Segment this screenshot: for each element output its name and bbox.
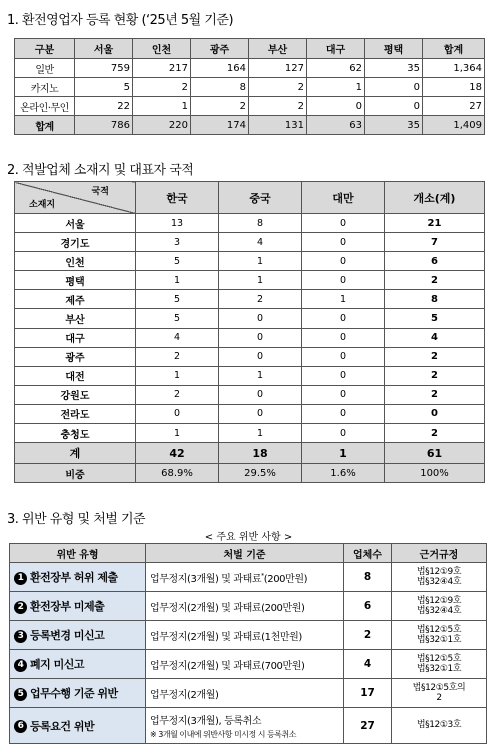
table1-cell: 2 — [191, 97, 249, 116]
table2-row — [15, 347, 485, 366]
table2-cell: 4 — [385, 328, 485, 347]
table2-header-cell: 개소(계) — [385, 182, 485, 214]
penalty-text: 업무정지(3개월) 및 과태료 — [150, 573, 262, 585]
table2-sum-row — [15, 443, 485, 464]
legal-basis-line: 법§32④4호 — [416, 606, 462, 616]
table2-cell: 0 — [302, 328, 385, 347]
table1-cell: 174 — [191, 116, 249, 135]
legal-basis-cell — [392, 679, 487, 708]
table1-row — [15, 97, 485, 116]
table1-cell: 62 — [307, 59, 365, 78]
legal-basis-cell — [392, 650, 487, 679]
table2-cell: 0 — [219, 385, 302, 404]
legal-basis-line: 법§12①5호의 — [412, 682, 466, 693]
table2-cell: 1 — [302, 290, 385, 309]
table2-row-label: 제주 — [15, 290, 136, 309]
legal-basis-line: 법§12①5호 — [416, 653, 462, 664]
table1-row-label: 합계 — [15, 116, 75, 135]
table1-row — [15, 59, 485, 78]
table1-row-label: 일반 — [15, 59, 75, 78]
table2-row-label: 비중 — [15, 464, 136, 483]
table2-cell: 1 — [136, 366, 219, 385]
violation-type-label: 업무수행 기준 위반 — [30, 687, 118, 700]
table2-cell: 0 — [302, 271, 385, 290]
table2-cell: 61 — [385, 443, 485, 464]
table2-row-label: 광주 — [15, 347, 136, 366]
table1-cell: 1 — [133, 97, 191, 116]
legal-basis-line: 법§32①1호 — [416, 635, 462, 645]
penalty-cell — [146, 708, 344, 744]
table1-header-cell: 구분 — [15, 39, 75, 59]
penalty-amount: (200만원) — [263, 573, 308, 585]
registration-status-table — [14, 38, 485, 135]
table2-row — [15, 366, 485, 385]
company-count-cell: 17 — [344, 679, 392, 708]
violation-row — [10, 621, 487, 650]
corner-label-nationality: 국적 — [91, 187, 109, 197]
table2-row-label: 경기도 — [15, 233, 136, 252]
legal-basis-line: 법§12①3호 — [416, 720, 462, 731]
table1-cell: 8 — [191, 78, 249, 97]
table2-cell: 8 — [385, 290, 485, 309]
table1-header-cell: 대구 — [307, 39, 365, 59]
table2-row-label: 강원도 — [15, 385, 136, 404]
table1-cell: 131 — [249, 116, 307, 135]
table2-cell: 1 — [136, 424, 219, 443]
violation-row — [10, 679, 487, 708]
table2-cell: 6 — [385, 252, 485, 271]
table2-row — [15, 385, 485, 404]
table2-cell: 2 — [385, 271, 485, 290]
table1-row-label: 온라인·무인 — [15, 97, 75, 116]
table2-cell: 18 — [219, 443, 302, 464]
table1-header-row — [15, 39, 485, 59]
table3-header-row — [10, 544, 487, 563]
table1-cell: 5 — [75, 78, 133, 97]
penalty-text-line — [150, 628, 343, 643]
table2-row-label: 전라도 — [15, 404, 136, 423]
table1-header-cell: 합계 — [423, 39, 485, 59]
table2-row-label: 대구 — [15, 328, 136, 347]
table2-cell: 7 — [385, 233, 485, 252]
company-count-cell: 6 — [344, 592, 392, 621]
penalty-cell — [146, 592, 344, 621]
penalty-text-line — [150, 657, 343, 672]
table1-cell: 786 — [75, 116, 133, 135]
table2-corner-cell — [15, 182, 136, 214]
table2-row-label: 평택 — [15, 271, 136, 290]
table2-cell: 2 — [385, 366, 485, 385]
table2-cell: 1 — [219, 366, 302, 385]
table2-cell: 0 — [219, 309, 302, 328]
number-badge-icon: 5 — [14, 688, 27, 701]
table2-cell: 42 — [136, 443, 219, 464]
table1-total-row — [15, 116, 485, 135]
company-count-cell: 2 — [344, 621, 392, 650]
table2-cell: 0 — [302, 214, 385, 233]
section3-title: 3. 위반 유형 및 처벌 기준 — [7, 512, 146, 527]
penalty-text-line — [150, 712, 343, 727]
table2-ratio-row — [15, 464, 485, 483]
table2-header-row — [15, 182, 485, 214]
company-count-cell: 4 — [344, 650, 392, 679]
table2-row-label: 인천 — [15, 252, 136, 271]
table2-cell: 2 — [385, 424, 485, 443]
table2-row — [15, 404, 485, 423]
penalty-cell — [146, 679, 344, 708]
legal-basis-line: 법§12①9호 — [416, 595, 462, 606]
number-badge-icon: 4 — [14, 659, 27, 672]
table2-cell: 1 — [219, 271, 302, 290]
legal-basis-line: 법§12①5호 — [416, 624, 462, 635]
violation-type-cell — [10, 563, 146, 592]
table2-cell: 1 — [219, 424, 302, 443]
table2-row-label: 서울 — [15, 214, 136, 233]
section1-title: 1. 환전영업자 등록 현황 (‘25년 5월 기준) — [7, 13, 234, 28]
table2-row — [15, 252, 485, 271]
number-badge-icon: 6 — [14, 720, 27, 733]
table2-cell: 3 — [136, 233, 219, 252]
table2-header-cell: 한국 — [136, 182, 219, 214]
table1-cell: 63 — [307, 116, 365, 135]
table2-cell: 0 — [302, 366, 385, 385]
table2-row-label: 대전 — [15, 366, 136, 385]
table2-cell: 0 — [219, 347, 302, 366]
table2-cell: 2 — [136, 347, 219, 366]
penalty-text: 업무정지(2개월) 및 과태료(700만원) — [150, 660, 305, 672]
table1-header-cell: 광주 — [191, 39, 249, 59]
table2-cell: 0 — [302, 347, 385, 366]
table2-row — [15, 290, 485, 309]
table3-header-cell: 업체수 — [344, 544, 392, 563]
table2-cell: 29.5% — [219, 464, 302, 483]
table1-cell: 35 — [365, 116, 423, 135]
table2-header-cell: 대만 — [302, 182, 385, 214]
table2-cell: 0 — [302, 233, 385, 252]
number-badge-icon: 2 — [14, 601, 27, 614]
table2-row — [15, 424, 485, 443]
table1-cell: 18 — [423, 78, 485, 97]
table2-cell: 4 — [219, 233, 302, 252]
table2-cell: 4 — [136, 328, 219, 347]
violation-type-label: 등록요건 위반 — [30, 719, 95, 733]
table1-row — [15, 78, 485, 97]
penalty-text: 업무정지(2개월) — [150, 689, 219, 701]
table1-cell: 27 — [423, 97, 485, 116]
table2-row — [15, 214, 485, 233]
violation-row — [10, 708, 487, 744]
legal-basis-line: 법§12①9호 — [416, 566, 462, 577]
table1-cell: 35 — [365, 59, 423, 78]
table2-cell: 13 — [136, 214, 219, 233]
table1-cell: 2 — [133, 78, 191, 97]
violations-subheading: < 주요 위반 사항 > — [204, 532, 293, 543]
table2-row-label: 부산 — [15, 309, 136, 328]
number-badge-icon: 3 — [14, 630, 27, 643]
penalty-footnote-mark: * — [261, 572, 264, 580]
table2-row-label: 충청도 — [15, 424, 136, 443]
table1-cell: 1,409 — [423, 116, 485, 135]
table1-header-cell: 인천 — [133, 39, 191, 59]
table1-cell: 164 — [191, 59, 249, 78]
table3-header-cell: 근거규정 — [392, 544, 487, 563]
legal-basis-line: 법§32①1호 — [416, 664, 462, 674]
table2-cell: 5 — [136, 309, 219, 328]
table1-cell: 759 — [75, 59, 133, 78]
table2-cell: 1 — [302, 443, 385, 464]
penalty-text: 업무정지(2개월) 및 과태료(1천만원) — [150, 631, 302, 643]
table2-cell: 0 — [219, 404, 302, 423]
table2-cell: 21 — [385, 214, 485, 233]
table2-cell: 0 — [302, 385, 385, 404]
table2-cell: 0 — [385, 404, 485, 423]
penalty-text-line — [150, 570, 343, 585]
table2-cell: 2 — [219, 290, 302, 309]
table2-header-cell: 중국 — [219, 182, 302, 214]
section2-title: 2. 적발업체 소재지 및 대표자 국적 — [7, 163, 194, 178]
table1-cell: 2 — [249, 78, 307, 97]
penalty-text-line — [150, 599, 343, 614]
violator-location-table — [14, 181, 485, 483]
violation-type-cell — [10, 679, 146, 708]
corner-label-location: 소재지 — [29, 200, 56, 210]
table1-header-cell: 부산 — [249, 39, 307, 59]
legal-basis-line: 2 — [436, 693, 442, 703]
table2-cell: 2 — [136, 385, 219, 404]
table2-cell: 0 — [302, 309, 385, 328]
legal-basis-line: 법§32④4호 — [416, 577, 462, 587]
violation-row — [10, 650, 487, 679]
table2-cell: 0 — [136, 404, 219, 423]
table1-cell: 0 — [365, 97, 423, 116]
table1-cell: 0 — [365, 78, 423, 97]
table1-cell: 220 — [133, 116, 191, 135]
table2-cell: 8 — [219, 214, 302, 233]
table1-cell: 22 — [75, 97, 133, 116]
table1-cell: 217 — [133, 59, 191, 78]
table1-cell: 2 — [249, 97, 307, 116]
penalty-note: ※ 3개월 이내에 위반사항 미시정 시 등록취소 — [150, 729, 296, 739]
legal-basis-cell — [392, 563, 487, 592]
table1-cell: 1,364 — [423, 59, 485, 78]
table3-header-cell: 처벌 기준 — [146, 544, 344, 563]
table2-cell: 2 — [385, 347, 485, 366]
table1-cell: 0 — [307, 97, 365, 116]
violation-type-cell — [10, 708, 146, 744]
legal-basis-cell — [392, 592, 487, 621]
table2-cell: 5 — [385, 309, 485, 328]
violation-type-label: 폐지 미신고 — [30, 658, 84, 671]
penalty-cell — [146, 650, 344, 679]
table2-row — [15, 309, 485, 328]
table1-header-cell: 평택 — [365, 39, 423, 59]
table2-cell: 0 — [302, 252, 385, 271]
table2-row — [15, 271, 485, 290]
violation-type-cell — [10, 592, 146, 621]
violation-type-cell — [10, 621, 146, 650]
violation-row — [10, 563, 487, 592]
penalty-text: 업무정지(3개월), 등록취소 — [150, 715, 262, 727]
table1-row-label: 카지노 — [15, 78, 75, 97]
company-count-cell: 27 — [344, 708, 392, 744]
table1-cell: 127 — [249, 59, 307, 78]
table2-cell: 5 — [136, 252, 219, 271]
penalty-cell — [146, 621, 344, 650]
table2-cell: 100% — [385, 464, 485, 483]
company-count-cell: 8 — [344, 563, 392, 592]
table2-cell: 2 — [385, 385, 485, 404]
table2-row — [15, 328, 485, 347]
number-badge-icon: 1 — [14, 572, 27, 585]
table2-cell: 68.9% — [136, 464, 219, 483]
violation-type-label: 환전장부 미제출 — [30, 600, 105, 613]
violation-row — [10, 592, 487, 621]
legal-basis-cell — [392, 621, 487, 650]
table2-cell: 0 — [219, 328, 302, 347]
table2-cell: 1 — [136, 271, 219, 290]
table1-header-cell: 서울 — [75, 39, 133, 59]
table2-cell: 0 — [302, 424, 385, 443]
table1-cell: 1 — [307, 78, 365, 97]
table2-cell: 1 — [219, 252, 302, 271]
violation-types-table — [9, 543, 487, 744]
table2-row — [15, 233, 485, 252]
penalty-text: 업무정지(2개월) 및 과태료(200만원) — [150, 602, 305, 614]
table3-header-cell: 위반 유형 — [10, 544, 146, 563]
table2-cell: 5 — [136, 290, 219, 309]
table2-cell: 1.6% — [302, 464, 385, 483]
penalty-cell — [146, 563, 344, 592]
violation-type-label: 환전장부 허위 제출 — [30, 571, 118, 584]
legal-basis-cell — [392, 708, 487, 744]
table2-cell: 0 — [302, 404, 385, 423]
violation-type-label: 등록변경 미신고 — [30, 629, 105, 642]
penalty-text-line — [150, 686, 343, 701]
table2-row-label: 계 — [15, 443, 136, 464]
violation-type-cell — [10, 650, 146, 679]
